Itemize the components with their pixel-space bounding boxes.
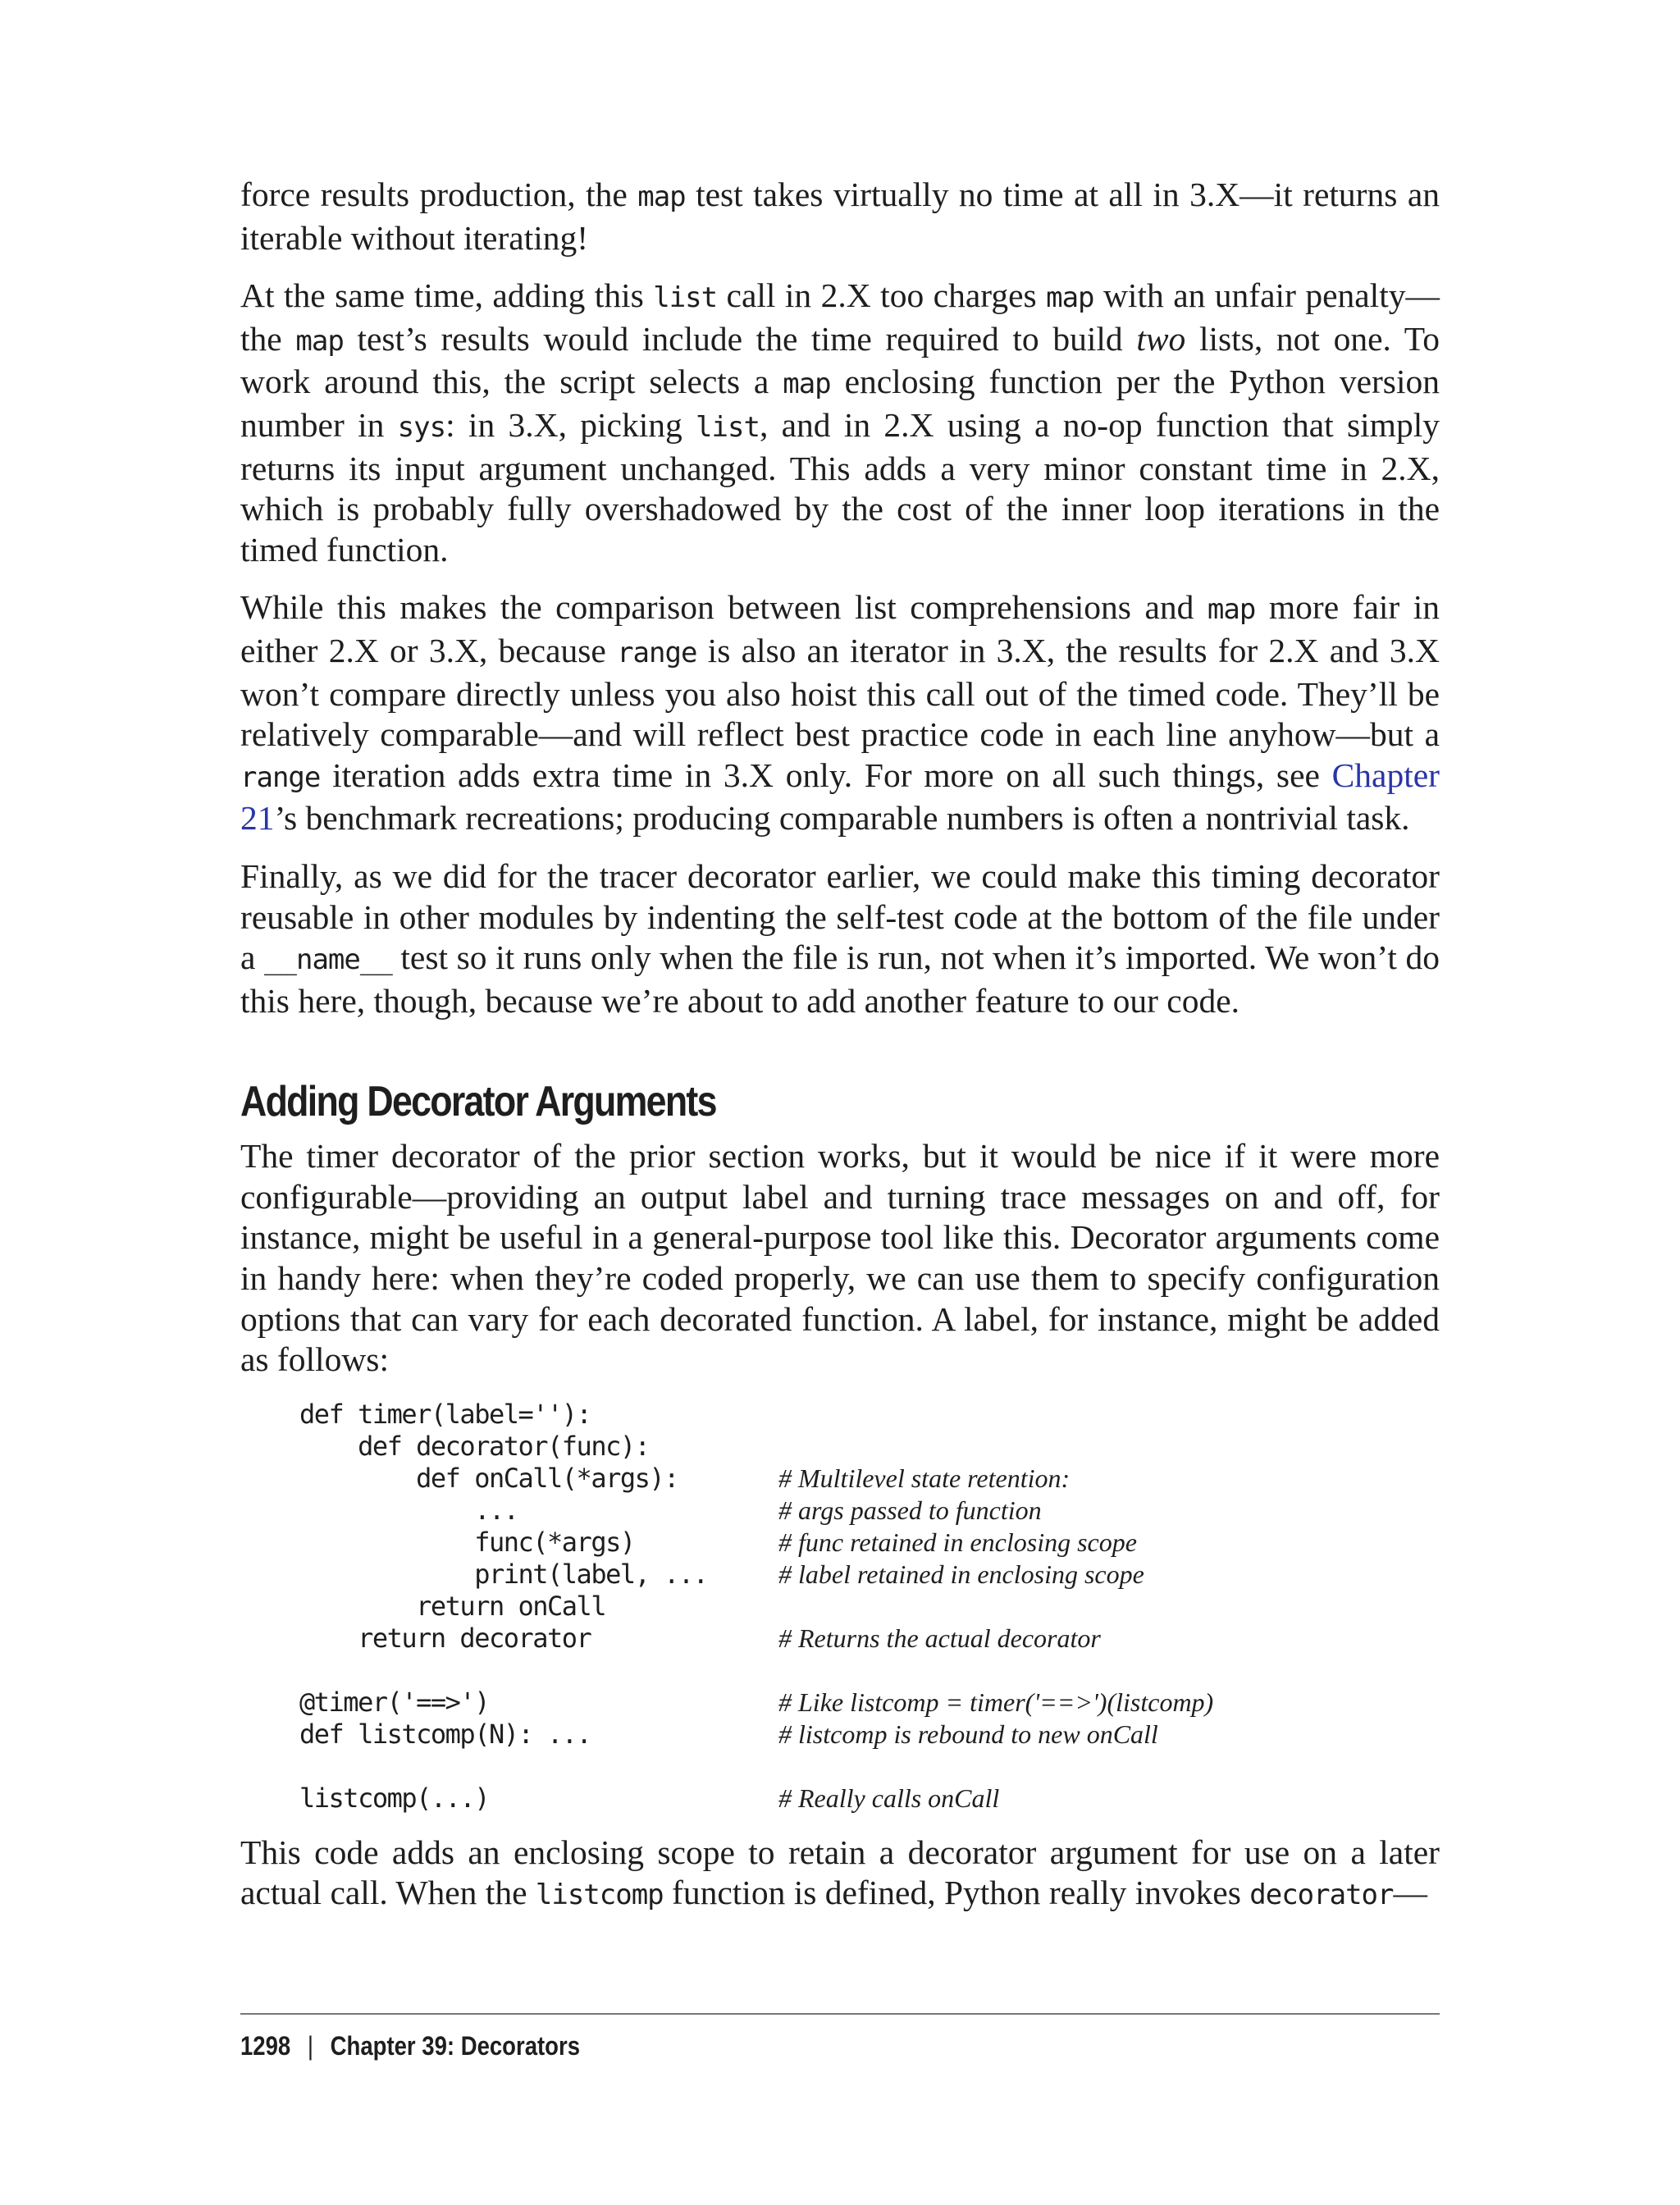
- section-heading: Adding Decorator Arguments: [240, 1078, 716, 1126]
- text-run: , and in 2.X using a no-op function that simply returns its input argument unchanged. This adds a very minor constant time in 2.X, which is probably fully overshadowed by the cost of the inner loop iterations in the timed function.: [240, 405, 1440, 568]
- inline-code: range: [617, 636, 697, 669]
- page-body: [240, 175, 1440, 1916]
- code-line: [299, 1655, 1440, 1687]
- code-text: def timer(label=''):: [299, 1399, 591, 1431]
- text-run: lists, not one. To work around this, the script selects a: [240, 319, 1440, 401]
- code-example: [299, 1399, 1440, 1815]
- code-comment: # args passed to function: [778, 1495, 1042, 1525]
- inline-code: list: [696, 410, 760, 444]
- inline-code: map: [1207, 593, 1256, 627]
- code-text: return onCall: [299, 1591, 606, 1623]
- code-text: def onCall(*args):: [299, 1463, 678, 1495]
- inline-code: sys: [397, 410, 446, 444]
- text-run: test takes virtually no time at all in 3.X—it returns an iterable without iterating!: [240, 176, 1440, 257]
- inline-code: map: [637, 180, 686, 213]
- text-run: function is defined, Python really invokes: [663, 1874, 1250, 1912]
- paragraph-reusable-decorator: [240, 856, 1440, 1021]
- text-run: enclosing function per the Python version number in: [240, 363, 1440, 444]
- page-number: 1298: [240, 2031, 291, 2061]
- code-text: func(*args): [299, 1527, 635, 1559]
- inline-code: decorator: [1249, 1879, 1394, 1912]
- footer-text: [240, 2031, 1271, 2061]
- text-run: This code adds an enclosing scope to retain a decorator argument for use on a later actual call. When the: [240, 1833, 1440, 1912]
- text-run: test so it runs only when the file is run, not when it’s imported. We won’t do this here, though, because we’re about to add another feature to our code.: [240, 938, 1440, 1020]
- code-line: [299, 1591, 1440, 1623]
- text-run: call in 2.X too charges: [717, 276, 1047, 315]
- code-text: print(label, ...: [299, 1559, 708, 1591]
- chapter-title: Chapter 39: Decorators: [330, 2031, 580, 2061]
- paragraph-enclosing-scope: [240, 1833, 1440, 1916]
- inline-code: list: [653, 281, 718, 315]
- text-run: more fair in either 2.X or 3.X, because: [240, 588, 1440, 669]
- paragraph-decorator-args: [240, 1136, 1440, 1381]
- inline-code: range: [240, 760, 321, 794]
- code-comment: # label retained in enclosing scope: [778, 1559, 1144, 1589]
- code-line: [299, 1719, 1440, 1751]
- inline-code: __name__: [264, 943, 392, 977]
- emphasis-text: two: [1136, 319, 1186, 358]
- code-comment: # Multilevel state retention:: [778, 1463, 1071, 1493]
- paragraph-map-test: [240, 175, 1440, 258]
- text-run: test’s results would include the time required to build: [343, 319, 1137, 358]
- text-run: is also an iterator in 3.X, the results for 2.X and 3.X won’t compare directly unless you also hoist this call out of the timed code. They’ll be relatively comparable—and will reflect best practice code in each line anyhow—but a: [240, 631, 1440, 754]
- inline-code: map: [1046, 281, 1094, 315]
- code-text: ...: [299, 1495, 518, 1527]
- text-run: : in 3.X, picking: [445, 405, 696, 444]
- text-run: The timer decorator of the prior section works, but it would be nice if it were more configurable—providing an output label and turning trace messages on and off, for instance, might be useful in a general-purpose tool like this. Decorator arguments come in handy here: when they’re coded properly, we can use them to specify configuration options that can vary for each decorated function. A label, for instance, might be added as follows:: [240, 1137, 1440, 1379]
- code-text: def listcomp(N): ...: [299, 1719, 591, 1751]
- code-text: return decorator: [299, 1623, 591, 1655]
- code-comment: # listcomp is rebound to new onCall: [778, 1719, 1158, 1749]
- code-line: [299, 1463, 1440, 1495]
- code-line: [299, 1431, 1440, 1463]
- code-text: listcomp(...): [299, 1783, 489, 1815]
- footer-divider: [240, 2013, 1440, 2015]
- chapter-21-link[interactable]: Chapter 21: [240, 756, 1440, 838]
- paragraph-list-call: [240, 276, 1440, 570]
- code-line: [299, 1399, 1440, 1431]
- code-comment: # Like listcomp = timer('==>')(listcomp): [778, 1687, 1214, 1717]
- code-text: @timer('==>'): [299, 1687, 489, 1719]
- code-line: [299, 1783, 1440, 1815]
- paragraph-range-iterator: [240, 587, 1440, 839]
- code-text: def decorator(func):: [299, 1431, 650, 1463]
- code-line: [299, 1751, 1440, 1783]
- text-run: iteration adds extra time in 3.X only. For more on all such things, see: [320, 756, 1332, 794]
- code-comment: # func retained in enclosing scope: [778, 1527, 1137, 1557]
- code-comment: # Returns the actual decorator: [778, 1623, 1101, 1653]
- page-footer: [240, 2013, 1440, 2061]
- code-line: [299, 1559, 1440, 1591]
- text-run: Finally, as we did for the tracer decorator earlier, we could make this timing decorator reusable in other modules by indenting the self-test code at the bottom of the file under a: [240, 856, 1440, 977]
- code-line: [299, 1495, 1440, 1527]
- text-run: While this makes the comparison between list comprehensions and: [240, 588, 1208, 627]
- text-run: ’s benchmark recreations; producing comparable numbers is often a nontrivial task.: [274, 799, 1410, 838]
- code-line: [299, 1623, 1440, 1655]
- footer-separator: |: [307, 2031, 314, 2061]
- text-run: —: [1393, 1874, 1427, 1912]
- text-run: At the same time, adding this: [240, 276, 654, 315]
- inline-code: map: [783, 368, 831, 401]
- code-line: [299, 1527, 1440, 1559]
- inline-code: map: [295, 324, 344, 358]
- code-comment: # Really calls onCall: [778, 1783, 1000, 1813]
- text-run: with an unfair penalty—the: [240, 276, 1440, 358]
- text-run: force results production, the: [240, 176, 638, 213]
- inline-code: listcomp: [535, 1879, 664, 1912]
- code-line: [299, 1687, 1440, 1719]
